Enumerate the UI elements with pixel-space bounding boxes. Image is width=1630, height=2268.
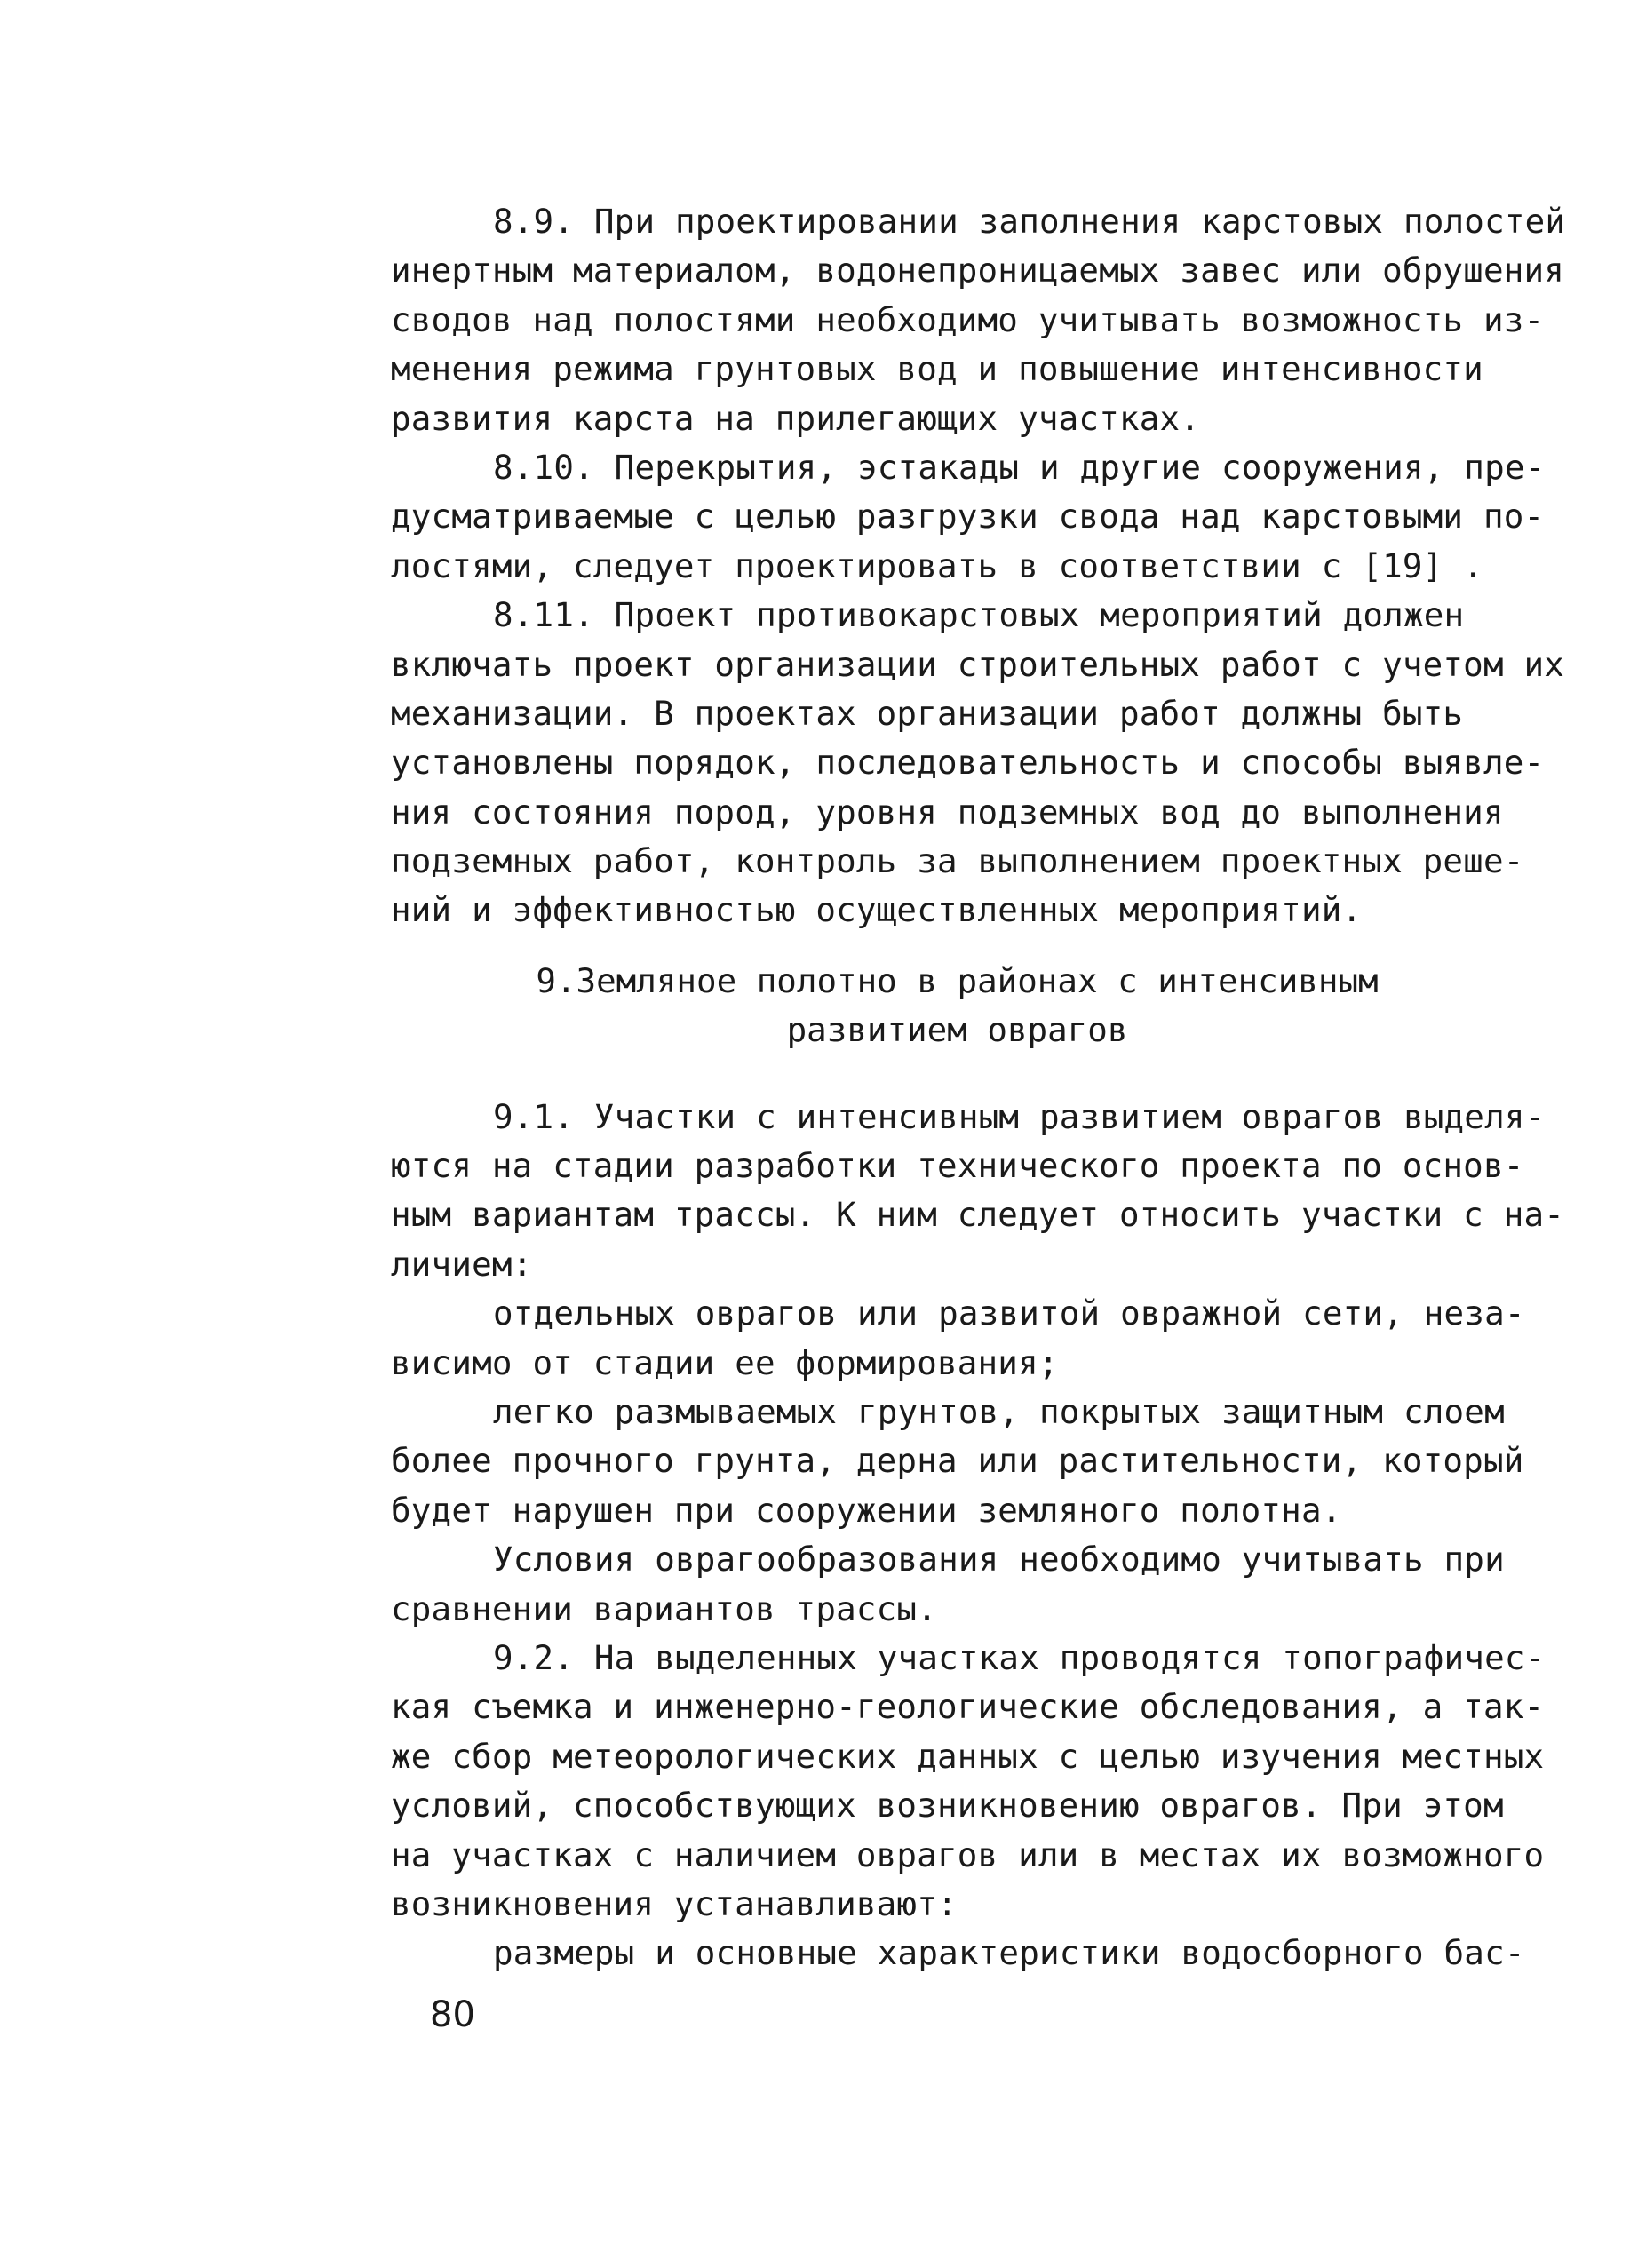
text-line: менения режима грунтовых вод и повышение интенсивности: [391, 349, 1483, 389]
text-line: легко размываемых грунтов, покрытых защитным слоем: [493, 1391, 1505, 1431]
text-line: сводов над полостями необходимо учитывать возможность из-: [391, 299, 1545, 339]
text-line: возникновения устанавливают:: [391, 1883, 958, 1923]
list-item: [391, 1289, 1546, 1388]
paragraph-8-10: [391, 443, 1546, 591]
text-line: более прочного грунта, дерна или растительности, который: [391, 1441, 1524, 1481]
text-line: 9.2. На выделенных участках проводятся топографичес-: [493, 1637, 1546, 1677]
text-line: кая съемка и инженерно-геологические обследования, а так-: [391, 1687, 1545, 1727]
paragraph-8-11: [391, 591, 1565, 935]
text-line: 9.1. Участки с интенсивным развитием оврагов выделя-: [493, 1096, 1546, 1136]
text-line: подземных работ, контроль за выполнением проектных реше-: [391, 841, 1524, 881]
paragraph-9-2: [391, 1634, 1546, 1929]
text-line: размеры и основные характеристики водосборного бас-: [493, 1933, 1525, 1973]
text-line: включать проект организации строительных работ с учетом их: [391, 644, 1565, 684]
text-line: лостями, следует проектировать в соответствии с [19] .: [391, 545, 1483, 585]
text-line: 8.9. При проектировании заполнения карстовых полостей: [493, 202, 1566, 241]
text-line: 8.10. Перекрытия, эстакады и другие сооружения, пре-: [493, 447, 1546, 487]
text-line: ным вариантам трассы. К ним следует относить участки с на-: [391, 1195, 1565, 1235]
text-line: механизации. В проектах организации работ должны быть: [391, 693, 1464, 733]
text-line: ний и эффективностью осуществленных мероприятий.: [391, 890, 1363, 930]
heading-line: 9.Земляное полотно в районах с интенсивным: [536, 960, 1379, 1000]
heading-line: развитием оврагов: [786, 1010, 1128, 1050]
list-item: [391, 1388, 1546, 1535]
page-number: 80: [430, 1994, 475, 2035]
text-line: ния состояния пород, уровня подземных вод до выполнения: [391, 792, 1504, 832]
text-body: [391, 197, 1566, 1978]
text-line: висимо от стадии ее формирования;: [391, 1342, 1059, 1382]
text-line: дусматриваемые с целью разгрузки свода над карстовыми по-: [391, 497, 1545, 537]
paragraph-conditions: [391, 1535, 1546, 1634]
list-item: [391, 1929, 1546, 1978]
text-line: отдельных оврагов или развитой овражной сети, неза-: [493, 1293, 1525, 1333]
text-line: 8.11. Проект противокарстовых мероприятий должен: [493, 595, 1465, 635]
section-heading: [391, 957, 1546, 1055]
text-line: личием:: [391, 1244, 533, 1284]
text-line: ются на стадии разработки технического проекта по основ-: [391, 1146, 1524, 1186]
text-line: сравнении вариантов трассы.: [391, 1588, 937, 1628]
text-line: на участках с наличием оврагов или в местах их возможного: [391, 1834, 1545, 1874]
text-line: условий, способствующих возникновению оврагов. При этом: [391, 1786, 1504, 1826]
text-line: установлены порядок, последовательность и способы выявле-: [391, 743, 1545, 783]
text-line: Условия оврагообразования необходимо учитывать при: [493, 1540, 1505, 1580]
paragraph-8-9: [391, 197, 1566, 443]
text-line: будет нарушен при сооружении земляного полотна.: [391, 1490, 1342, 1530]
text-line: инертным материалом, водонепроницаемых завес или обрушения: [391, 251, 1565, 290]
text-line: развития карста на прилегающих участках.: [391, 398, 1201, 438]
paragraph-9-1: [391, 1093, 1565, 1290]
text-line: же сбор метеорологических данных с целью изучения местных: [391, 1736, 1545, 1776]
